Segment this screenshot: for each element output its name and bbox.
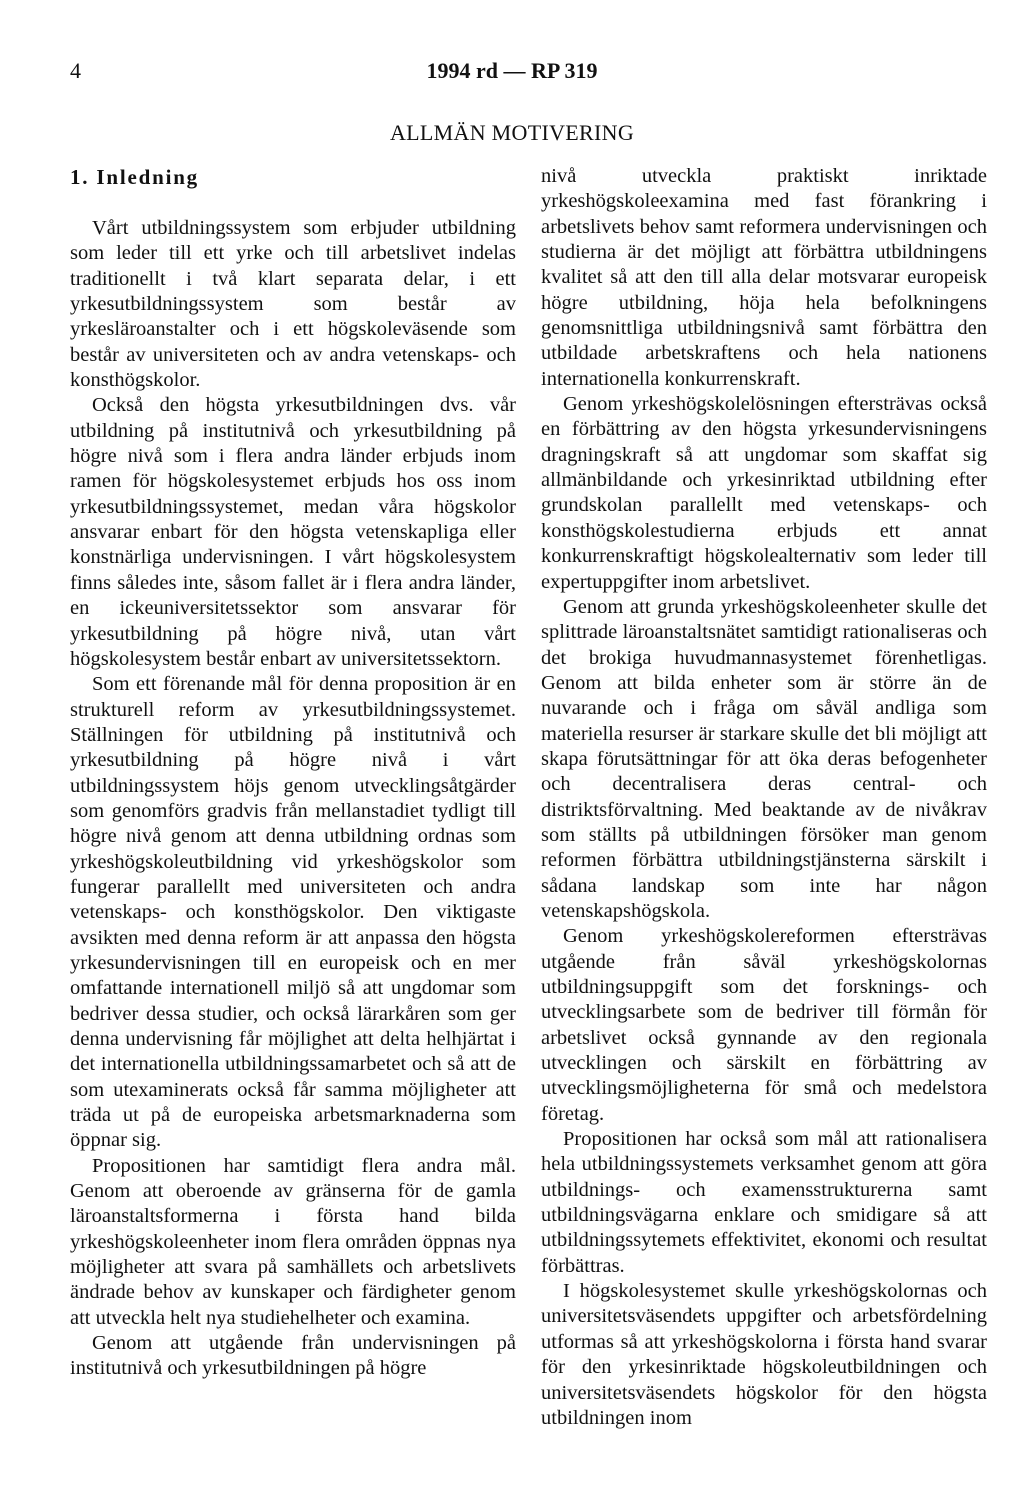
left-column — [70, 164, 516, 1382]
page-number: 4 — [70, 58, 81, 83]
subheading-inledning: 1. Inledning — [70, 165, 199, 189]
paragraph: Som ett förenande mål för denna proposition är en strukturell reform av yrkesutbildningssystemet. Ställningen för utbildning på institutnivå och yrkesutbildning på högre nivå i vårt utbildningssystem höjs genom utvecklingsåtgärder som genomförs gradvis från mellanstadiet tydligt till högre nivå genom att denna utbildning ordnas som yrkeshögskoleutbildning vid yrkeshögskolor som fungerar parallellt med universiteten och andra vetenskaps- och konsthögskolor. Den viktigaste avsikten med denna reform är att anpassa den högsta yrkesundervisningen till en europeisk och en mer omfattande internationell miljö så att ungdomar som bedriver dessa studier, och också lärarkåren som ger denna undervisning får möjlighet att delta helhjärtat i det internationella utbildningssamarbetet och så att de som utexaminerats också får samma möjligheter att träda ut på de europeiska arbetsmarknaderna som öppnar sig. — [70, 673, 516, 1152]
paragraph: Genom yrkeshögskolereformen eftersträvas utgående från såväl yrkeshögskolornas utbildningsuppgift som det forsknings- och utvecklingsarbete som de bedriver till förmån för arbetslivet också gynnande av den regionala utvecklingen och särskilt en förbättring av utvecklingsmöjligheterna för små och medelstora företag. — [541, 925, 987, 1125]
paragraph: Också den högsta yrkesutbildningen dvs. vår utbildning på institutnivå och yrkesutbildning på högre nivå som i flera andra länder erbjuds inom ramen för högskolesystemet erbjuds hos oss inom yrkesutbildningssystemet, medan våra högskolor ansvarar enbart för den högsta vetenskapliga eller konstnärliga undervisningen. I vårt högskolesystem finns således inte, såsom fallet är i flera andra länder, en ickeuniversitetssektor som ansvarar för yrkesutbildning på högre nivå, utan vårt högskolesystem består enbart av universitetssektorn. — [70, 394, 516, 670]
paragraph: Genom att utgående från undervisningen på institutnivå och yrkesutbildningen på högre — [70, 1332, 516, 1380]
paragraph: Genom att grunda yrkeshögskoleenheter skulle det splittrade läroanstaltsnätet samtidigt rationaliseras och det brokiga huvudmannasystemet förenhetligas. Genom att bilda enheter som är större än de nuvarande och i fråga om såväl andliga som materiella resurser är starkare skulle det bli möjligt att skapa förutsättningar för att öka deras befogenheter och decentralisera deras central- och distriktsförvaltning. Med beaktande av de nivåkrav som ställts på utbildningen försöker man genom reformen förbättra utbildningstjänsterna särskilt i sådana landskap som inte har någon vetenskapshögskola. — [541, 595, 987, 922]
paragraph: I högskolesystemet skulle yrkeshögskolornas och universitetsväsendets uppgifter och arbetsfördelning utformas så att yrkeshögskolorna i första hand svarar för den yrkesinriktade högskoleutbildningen och universitetsväsendets högskolor för den högsta utbildningen inom — [541, 1280, 987, 1429]
paragraph: nivå utveckla praktiskt inriktade yrkeshögskoleexamina med fast förankring i arbetslivets behov samt reformera undervisningen och studierna är det möjligt att förbättra utbildningens kvalitet så att den till alla delar motsvarar europeisk högre utbildning, höja hela befolkningens genomsnittliga utbildningsnivå samt förbättra den utbildade arbetskraftens och hela nationens internationella konkurrenskraft. — [541, 165, 987, 390]
paragraph: Propositionen har också som mål att rationalisera hela utbildningssystemets verksamhet genom att göra utbildnings- och examensstrukturerna samt utbildningsvägarna enklare och smidigare så att utbildningssytemets effektivitet, ekonomi och resultat förbättras. — [541, 1128, 987, 1277]
right-column — [541, 164, 987, 1431]
paragraph: Genom yrkeshögskolelösningen eftersträvas också en förbättring av den högsta yrkesundervisningens dragningskraft så att ungdomar som skaffat sig allmänbildande och yrkesinriktad utbildning efter grundskolan parallellt med vetenskaps- och konsthögskolestudierna erbjuds ett annat konkurrenskraftigt högskolealternativ som leder till expertuppgifter inom arbetslivet. — [541, 393, 987, 593]
section-title: ALLMÄN MOTIVERING — [389, 120, 635, 145]
paragraph: Vårt utbildningssystem som erbjuder utbildning som leder till ett yrke och till arbetslivet indelas traditionellt i två klart separata delar, i ett yrkesutbildningssystem som består av yrkesläroanstalter och i ett högskoleväsende som består av universiteten och av andra vetenskaps- och konsthögskolor. — [70, 217, 516, 392]
running-head: 1994 rd — RP 319 — [426, 58, 598, 83]
paragraph: Propositionen har samtidigt flera andra mål. Genom att oberoende av gränserna för de gamla läroanstaltsformerna i första hand bilda yrkeshögskoleenheter inom flera områden öppnas nya möjligheter att svara på samhällets och arbetslivets ändrade behov av kunskaper och färdigheter genom att utveckla helt nya studiehelheter och examina. — [70, 1154, 516, 1329]
